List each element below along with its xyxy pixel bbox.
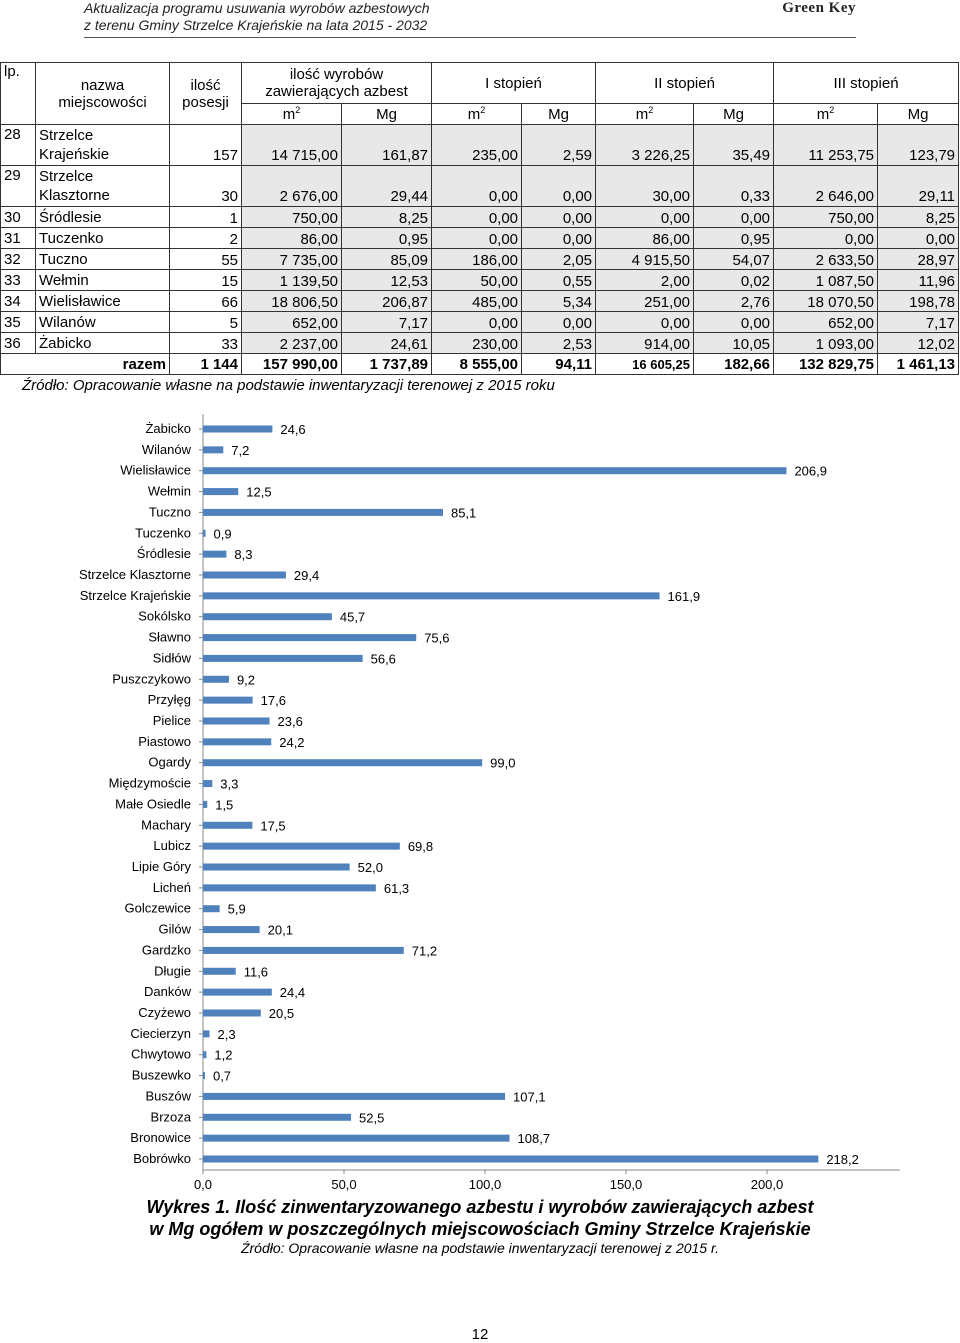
cell-total-mg3: 1 461,13 bbox=[878, 354, 959, 375]
bar bbox=[203, 1072, 205, 1079]
value-label: 85,1 bbox=[450, 505, 477, 521]
header-nazwa: nazwa miejscowości bbox=[36, 63, 170, 125]
cell-mg3: 11,96 bbox=[878, 270, 959, 291]
category-label: Małe Osiedle bbox=[115, 796, 191, 812]
bar bbox=[203, 697, 253, 704]
bar bbox=[203, 467, 786, 474]
cell-mg1: 0,55 bbox=[522, 270, 596, 291]
cell-posesje: 33 bbox=[170, 333, 242, 354]
value-label: 61,3 bbox=[383, 880, 410, 896]
value-label: 20,5 bbox=[268, 1006, 295, 1021]
category-label: Czyżewo bbox=[138, 1005, 191, 1020]
bar bbox=[203, 655, 363, 662]
cell-posesje: 15 bbox=[170, 270, 242, 291]
category-label: Danków bbox=[144, 984, 191, 1000]
bar bbox=[203, 426, 272, 433]
cell-m_all: 2 237,00 bbox=[242, 333, 342, 354]
category-label: Licheń bbox=[152, 879, 191, 895]
header-line-2: z terenu Gminy Strzelce Krajeńskie na lata 2015 - 2032 bbox=[84, 17, 428, 33]
bar bbox=[203, 843, 400, 850]
value-label: 0,9 bbox=[213, 526, 232, 542]
category-label: Ciecierzyn bbox=[130, 1025, 191, 1041]
category-label: Machary bbox=[141, 817, 191, 833]
bar bbox=[203, 968, 236, 975]
cell-mg1: 0,00 bbox=[522, 207, 596, 228]
cell-m2: 86,00 bbox=[596, 228, 694, 249]
cell-mg2: 0,00 bbox=[694, 207, 774, 228]
cell-m1: 235,00 bbox=[432, 125, 522, 166]
cell-m_all: 18 806,50 bbox=[242, 291, 342, 312]
category-label: Buszów bbox=[145, 1088, 191, 1104]
table-row bbox=[1, 249, 959, 270]
cell-mg1: 0,00 bbox=[522, 312, 596, 333]
value-label: 218,2 bbox=[826, 1152, 859, 1167]
bar bbox=[203, 634, 416, 641]
cell-mg2: 35,49 bbox=[694, 125, 774, 166]
value-label: 52,0 bbox=[357, 860, 383, 875]
cell-m3: 2 646,00 bbox=[774, 166, 878, 207]
bar bbox=[203, 676, 229, 683]
cell-lp: 30 bbox=[1, 207, 36, 228]
x-tick-label: 150,0 bbox=[609, 1177, 643, 1192]
cell-name: Żabicko bbox=[36, 333, 170, 354]
cell-m2: 251,00 bbox=[596, 291, 694, 312]
unit-mg: Mg bbox=[342, 104, 432, 125]
cell-total-posesje: 1 144 bbox=[170, 354, 242, 375]
unit-m2: $m^2$ bbox=[596, 104, 694, 125]
bar bbox=[203, 759, 482, 766]
bar bbox=[203, 1030, 209, 1037]
cell-posesje: 66 bbox=[170, 291, 242, 312]
cell-lp: 29 bbox=[1, 166, 36, 207]
cell-mg3: 29,11 bbox=[878, 166, 959, 207]
bar bbox=[203, 1114, 351, 1121]
category-label: Sidłów bbox=[152, 650, 191, 666]
category-label: Śródlesie bbox=[136, 546, 191, 562]
cell-name: Wilanów bbox=[36, 312, 170, 333]
cell-mg_all: 0,95 bbox=[342, 228, 432, 249]
unit-m2: $m^2$ bbox=[432, 104, 522, 125]
cell-mg_all: 85,09 bbox=[342, 249, 432, 270]
cell-mg2: 54,07 bbox=[694, 249, 774, 270]
category-label: Bobrówko bbox=[133, 1151, 191, 1166]
category-label: Międzymoście bbox=[108, 775, 191, 791]
cell-m3: 18 070,50 bbox=[774, 291, 878, 312]
cell-m2: 0,00 bbox=[596, 312, 694, 333]
cell-mg2: 0,02 bbox=[694, 270, 774, 291]
value-label: 24,6 bbox=[280, 422, 306, 437]
cell-name: Śródlesie bbox=[36, 207, 170, 228]
bar bbox=[203, 801, 207, 808]
header-rule bbox=[84, 37, 856, 38]
category-label: Puszczykowo bbox=[112, 671, 191, 687]
value-label: 107,1 bbox=[513, 1089, 546, 1105]
asbestos-table bbox=[0, 62, 959, 375]
cell-total-m3: 132 829,75 bbox=[774, 354, 878, 375]
category-label: Pielice bbox=[152, 713, 191, 728]
category-label: Tuczno bbox=[148, 504, 191, 520]
header-ilosc: ilość posesji bbox=[170, 63, 242, 125]
value-label: 99,0 bbox=[490, 755, 516, 771]
category-label: Wełmin bbox=[147, 483, 191, 499]
value-label: 69,8 bbox=[407, 839, 434, 855]
cell-m2: 0,00 bbox=[596, 207, 694, 228]
cell-mg1: 5,34 bbox=[522, 291, 596, 312]
table-total-row bbox=[1, 354, 959, 375]
bar bbox=[203, 738, 271, 745]
header-stopien-3: III stopień bbox=[774, 63, 959, 104]
cell-mg3: 7,17 bbox=[878, 312, 959, 333]
bar bbox=[203, 989, 272, 996]
category-label: Tuczenko bbox=[135, 525, 191, 541]
value-label: 206,9 bbox=[794, 463, 828, 479]
category-label: Strzelce Krajeńskie bbox=[79, 587, 191, 603]
cell-m1: 186,00 bbox=[432, 249, 522, 270]
category-label: Gilów bbox=[158, 921, 191, 937]
cell-mg3: 0,00 bbox=[878, 228, 959, 249]
cell-lp: 32 bbox=[1, 249, 36, 270]
cell-m3: 1 093,00 bbox=[774, 333, 878, 354]
cell-m_all: 2 676,00 bbox=[242, 166, 342, 207]
category-label: Lipie Góry bbox=[131, 859, 191, 874]
bar bbox=[203, 718, 270, 725]
bar bbox=[203, 509, 443, 516]
cell-posesje: 157 bbox=[170, 125, 242, 166]
value-label: 24,4 bbox=[279, 985, 306, 1001]
bar bbox=[203, 780, 212, 787]
bar bbox=[203, 905, 220, 912]
table-source: Źródło: Opracowanie własne na podstawie inwentaryzacji terenowej z 2015 roku bbox=[22, 377, 555, 394]
chart-source: Źródło: Opracowanie własne na podstawie inwentaryzacji terenowej z 2015 r. bbox=[240, 1240, 720, 1256]
bar bbox=[203, 1093, 505, 1100]
cell-lp: 35 bbox=[1, 312, 36, 333]
cell-mg1: 2,53 bbox=[522, 333, 596, 354]
cell-total-mg1: 94,11 bbox=[522, 354, 596, 375]
category-label: Golczewice bbox=[124, 900, 191, 916]
x-tick-label: 50,0 bbox=[331, 1177, 357, 1192]
cell-mg2: 0,00 bbox=[694, 312, 774, 333]
category-label: Żabicko bbox=[145, 421, 191, 436]
bar bbox=[203, 592, 660, 599]
category-label: Wilanów bbox=[141, 441, 191, 457]
category-label: Sławno bbox=[148, 629, 191, 645]
cell-m1: 0,00 bbox=[432, 207, 522, 228]
category-label: Sokólsko bbox=[138, 608, 191, 624]
value-label: 0,7 bbox=[212, 1068, 232, 1084]
cell-total-m1: 8 555,00 bbox=[432, 354, 522, 375]
value-label: 75,6 bbox=[424, 630, 450, 646]
value-label: 161,9 bbox=[667, 588, 701, 604]
header-lp: lp. bbox=[1, 63, 36, 125]
bar bbox=[203, 572, 286, 579]
cell-mg2: 2,76 bbox=[694, 291, 774, 312]
value-label: 12,5 bbox=[246, 484, 272, 500]
category-label: Gardzko bbox=[141, 942, 191, 958]
cell-m1: 230,00 bbox=[432, 333, 522, 354]
unit-mg: Mg bbox=[522, 104, 596, 125]
cell-mg_all: 29,44 bbox=[342, 166, 432, 207]
cell-total-m_all: 157 990,00 bbox=[242, 354, 342, 375]
value-label: 56,6 bbox=[370, 651, 396, 667]
document-header bbox=[84, 0, 430, 34]
cell-total-label: razem bbox=[1, 354, 170, 375]
bar bbox=[203, 1010, 261, 1017]
cell-mg_all: 206,87 bbox=[342, 291, 432, 312]
value-label: 17,5 bbox=[260, 818, 286, 834]
chart-caption-line-2: w Mg ogółem w poszczególnych miejscowościach Gminy Strzelce Krajeńskie bbox=[149, 1219, 811, 1239]
unit-mg: Mg bbox=[694, 104, 774, 125]
bar bbox=[203, 488, 238, 495]
bar bbox=[203, 613, 332, 620]
unit-mg: Mg bbox=[878, 104, 959, 125]
cell-m_all: 1 139,50 bbox=[242, 270, 342, 291]
cell-lp: 36 bbox=[1, 333, 36, 354]
category-label: Brzoza bbox=[150, 1109, 191, 1125]
cell-posesje: 30 bbox=[170, 166, 242, 207]
value-label: 5,9 bbox=[227, 901, 246, 917]
cell-m1: 50,00 bbox=[432, 270, 522, 291]
value-label: 3,3 bbox=[220, 776, 239, 792]
value-label: 8,3 bbox=[234, 547, 253, 563]
cell-mg_all: 8,25 bbox=[342, 207, 432, 228]
cell-mg2: 0,95 bbox=[694, 228, 774, 249]
table-row bbox=[1, 270, 959, 291]
unit-m2: $m^2$ bbox=[242, 104, 342, 125]
cell-m3: 1 087,50 bbox=[774, 270, 878, 291]
value-label: 71,2 bbox=[411, 943, 438, 959]
table-row bbox=[1, 333, 959, 354]
cell-m_all: 7 735,00 bbox=[242, 249, 342, 270]
cell-m2: 2,00 bbox=[596, 270, 694, 291]
x-tick-label: 200,0 bbox=[750, 1177, 784, 1192]
cell-total-mg_all: 1 737,89 bbox=[342, 354, 432, 375]
cell-lp: 33 bbox=[1, 270, 36, 291]
cell-m2: 914,00 bbox=[596, 333, 694, 354]
bar bbox=[203, 1135, 510, 1142]
value-label: 20,1 bbox=[267, 922, 293, 938]
bar bbox=[203, 864, 350, 871]
cell-mg3: 28,97 bbox=[878, 249, 959, 270]
cell-mg3: 198,78 bbox=[878, 291, 959, 312]
value-label: 52,5 bbox=[359, 1110, 385, 1126]
category-label: Przyłęg bbox=[147, 692, 191, 708]
cell-mg1: 0,00 bbox=[522, 166, 596, 207]
value-label: 45,7 bbox=[339, 609, 366, 625]
table-row bbox=[1, 312, 959, 333]
bar bbox=[203, 947, 404, 954]
cell-mg1: 0,00 bbox=[522, 228, 596, 249]
cell-posesje: 5 bbox=[170, 312, 242, 333]
table-row bbox=[1, 125, 959, 166]
cell-posesje: 2 bbox=[170, 228, 242, 249]
cell-mg_all: 12,53 bbox=[342, 270, 432, 291]
cell-mg1: 2,59 bbox=[522, 125, 596, 166]
bar bbox=[203, 1156, 818, 1163]
header-line-1: Aktualizacja programu usuwania wyrobów azbestowych bbox=[84, 0, 430, 16]
value-label: 7,2 bbox=[231, 442, 250, 458]
chart-caption-line-1: Wykres 1. Ilość zinwentaryzowanego azbestu i wyrobów zawierających azbest bbox=[146, 1197, 814, 1217]
category-label: Strzelce Klasztorne bbox=[79, 567, 191, 582]
cell-mg_all: 161,87 bbox=[342, 125, 432, 166]
category-label: Długie bbox=[154, 963, 191, 979]
cell-posesje: 55 bbox=[170, 249, 242, 270]
bar bbox=[203, 926, 260, 933]
value-label: 108,7 bbox=[517, 1131, 551, 1147]
unit-m2: $m^2$ bbox=[774, 104, 878, 125]
brand-name: Green Key bbox=[782, 0, 856, 16]
cell-posesje: 1 bbox=[170, 207, 242, 228]
cell-m1: 0,00 bbox=[432, 312, 522, 333]
cell-mg_all: 7,17 bbox=[342, 312, 432, 333]
cell-total-m2: 16 605,25 bbox=[596, 354, 694, 375]
category-label: Wielisławice bbox=[120, 462, 191, 478]
cell-m3: 750,00 bbox=[774, 207, 878, 228]
cell-lp: 28 bbox=[1, 125, 36, 166]
bar bbox=[203, 822, 252, 829]
table-row bbox=[1, 166, 959, 207]
cell-name: Wełmin bbox=[36, 270, 170, 291]
value-label: 11,6 bbox=[243, 964, 269, 980]
x-tick-label: 0,0 bbox=[193, 1177, 213, 1192]
bar bbox=[203, 1051, 206, 1058]
cell-m1: 0,00 bbox=[432, 166, 522, 207]
cell-lp: 31 bbox=[1, 228, 36, 249]
value-label: 24,2 bbox=[279, 734, 305, 750]
cell-name: Strzelce Krajeńskie bbox=[36, 125, 170, 166]
cell-mg1: 2,05 bbox=[522, 249, 596, 270]
cell-m2: 30,00 bbox=[596, 166, 694, 207]
cell-name: Strzelce Klasztorne bbox=[36, 166, 170, 207]
table-row bbox=[1, 291, 959, 312]
bar bbox=[203, 530, 206, 537]
value-label: 9,2 bbox=[236, 672, 256, 688]
cell-mg3: 123,79 bbox=[878, 125, 959, 166]
cell-name: Tuczno bbox=[36, 249, 170, 270]
cell-m2: 3 226,25 bbox=[596, 125, 694, 166]
cell-name: Wielisławice bbox=[36, 291, 170, 312]
value-label: 1,5 bbox=[215, 797, 234, 813]
category-label: Bronowice bbox=[130, 1130, 191, 1146]
cell-m3: 11 253,75 bbox=[774, 125, 878, 166]
cell-m_all: 14 715,00 bbox=[242, 125, 342, 166]
page-number: 12 bbox=[471, 1326, 489, 1343]
value-label: 2,3 bbox=[217, 1026, 236, 1042]
cell-m1: 485,00 bbox=[432, 291, 522, 312]
x-tick-label: 100,0 bbox=[468, 1177, 502, 1192]
value-label: 29,4 bbox=[293, 568, 320, 583]
cell-m3: 0,00 bbox=[774, 228, 878, 249]
cell-mg3: 12,02 bbox=[878, 333, 959, 354]
cell-m_all: 750,00 bbox=[242, 207, 342, 228]
header-stopien-2: II stopień bbox=[596, 63, 774, 104]
cell-m_all: 86,00 bbox=[242, 228, 342, 249]
value-label: 23,6 bbox=[277, 714, 303, 729]
cell-mg2: 0,33 bbox=[694, 166, 774, 207]
category-label: Ogardy bbox=[148, 754, 191, 770]
bar bbox=[203, 884, 376, 891]
cell-m1: 0,00 bbox=[432, 228, 522, 249]
category-label: Buszewko bbox=[131, 1067, 191, 1083]
cell-mg3: 8,25 bbox=[878, 207, 959, 228]
cell-mg_all: 24,61 bbox=[342, 333, 432, 354]
cell-total-mg2: 182,66 bbox=[694, 354, 774, 375]
header-stopien-1: I stopień bbox=[432, 63, 596, 104]
table-row bbox=[1, 228, 959, 249]
bar bbox=[203, 551, 226, 558]
bar-chart bbox=[0, 410, 960, 1192]
bar bbox=[203, 446, 223, 453]
cell-m_all: 652,00 bbox=[242, 312, 342, 333]
cell-lp: 34 bbox=[1, 291, 36, 312]
value-label: 17,6 bbox=[260, 693, 286, 709]
cell-m3: 652,00 bbox=[774, 312, 878, 333]
category-label: Chwytowo bbox=[131, 1046, 191, 1062]
category-label: Piastowo bbox=[138, 733, 191, 749]
cell-mg2: 10,05 bbox=[694, 333, 774, 354]
cell-m3: 2 633,50 bbox=[774, 249, 878, 270]
category-label: Lubicz bbox=[153, 838, 191, 854]
value-label: 1,2 bbox=[214, 1047, 233, 1063]
cell-name: Tuczenko bbox=[36, 228, 170, 249]
table-row bbox=[1, 207, 959, 228]
header-wyroby: ilość wyrobów zawierających azbest bbox=[242, 63, 432, 104]
cell-m2: 4 915,50 bbox=[596, 249, 694, 270]
